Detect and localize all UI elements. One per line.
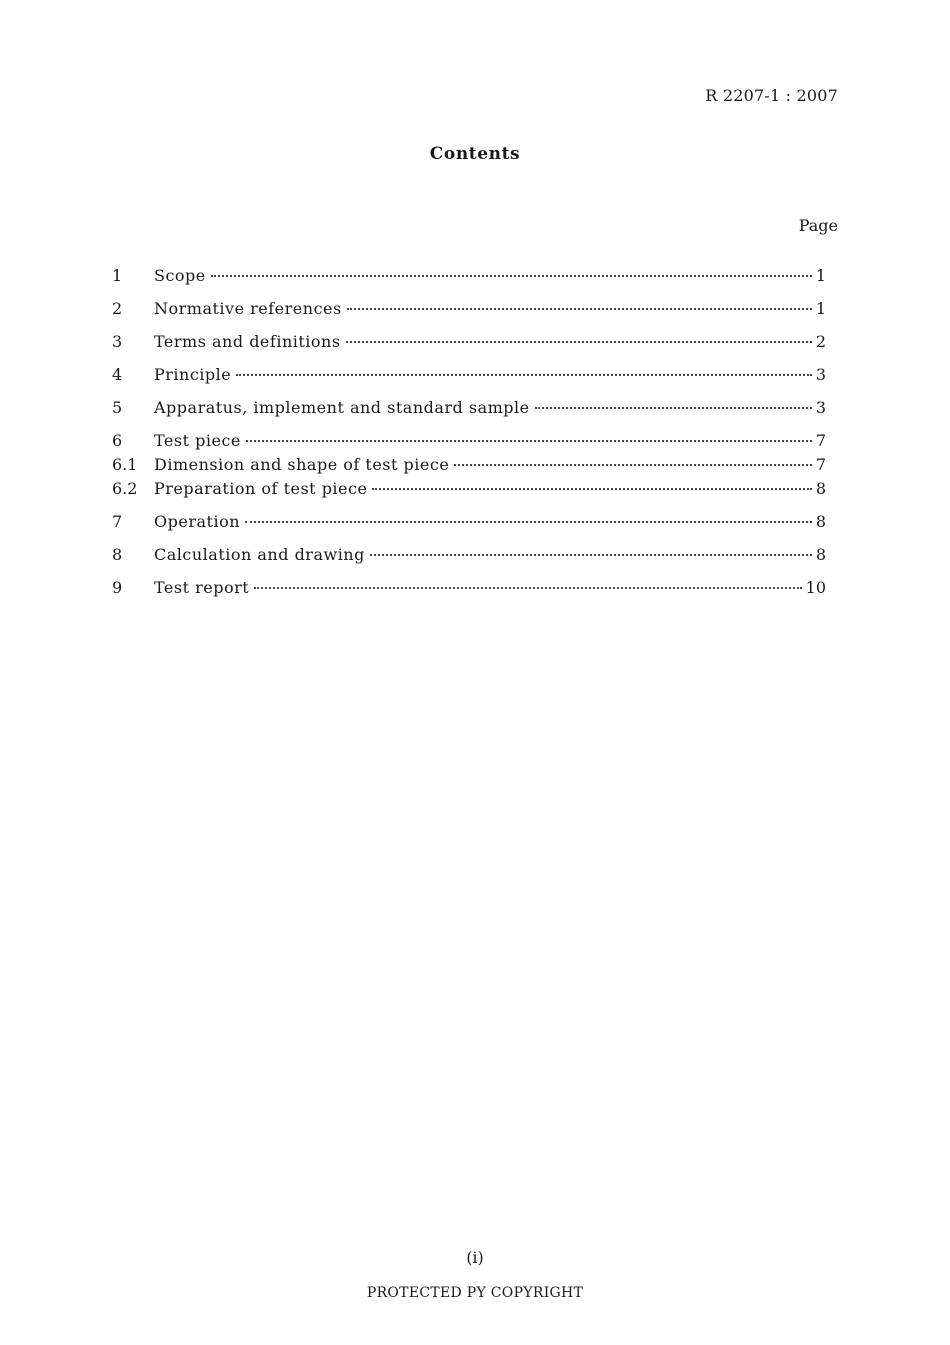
toc-entry-title: Principle <box>154 365 232 384</box>
page-column-heading: Page <box>798 216 838 235</box>
toc-entry-title: Calculation and drawing <box>154 545 365 564</box>
toc-entry-page: 3 <box>815 398 826 417</box>
dot-leader <box>245 521 812 523</box>
toc-entry[interactable] <box>112 266 826 288</box>
toc-entry-number: 5 <box>112 398 123 417</box>
dot-leader <box>346 341 812 343</box>
toc-entry-title: Test report <box>154 578 250 597</box>
toc-entry-number: 6.1 <box>112 455 138 474</box>
toc-entry[interactable] <box>112 299 826 321</box>
dot-leader <box>535 407 812 409</box>
toc-entry-number: 1 <box>112 266 123 285</box>
toc-entry-page: 8 <box>815 545 826 564</box>
page-number-footer: (i) <box>466 1248 484 1267</box>
dot-leader <box>246 440 812 442</box>
toc-entry-title: Preparation of test piece <box>154 479 368 498</box>
toc-entry[interactable] <box>112 512 826 534</box>
toc-entry-number: 8 <box>112 545 123 564</box>
toc-entry-title: Dimension and shape of test piece <box>154 455 450 474</box>
toc-entry-title: Operation <box>154 512 240 531</box>
toc-entry-page: 8 <box>815 512 826 531</box>
contents-title: Contents <box>429 144 521 164</box>
toc-entry[interactable] <box>112 332 826 354</box>
toc-entry[interactable] <box>112 365 826 387</box>
dot-leader <box>236 374 812 376</box>
toc-entry-title: Scope <box>154 266 206 285</box>
toc-entry-page: 2 <box>815 332 826 351</box>
dot-leader <box>347 308 812 310</box>
toc-entry[interactable] <box>112 431 826 453</box>
toc-entry-number: 6 <box>112 431 123 450</box>
toc-entry[interactable] <box>112 398 826 420</box>
toc-entry-number: 9 <box>112 578 123 597</box>
toc-entry-title: Normative references <box>154 299 342 318</box>
toc-entry-page: 10 <box>805 578 826 597</box>
toc-entry-title: Test piece <box>154 431 241 450</box>
toc-entry-number: 7 <box>112 512 123 531</box>
dot-leader <box>454 464 812 466</box>
toc-entry-page: 8 <box>815 479 826 498</box>
dot-leader <box>211 275 812 277</box>
toc-entry-number: 6.2 <box>112 479 138 498</box>
toc-entry-page: 1 <box>815 266 826 285</box>
copyright-notice: PROTECTED PY COPYRIGHT <box>366 1285 584 1301</box>
document-number: R 2207-1 : 2007 <box>705 86 838 105</box>
toc-entry-page: 3 <box>815 365 826 384</box>
toc-entry-page: 7 <box>815 431 826 450</box>
toc-entry-title: Terms and definitions <box>154 332 341 351</box>
toc-entry-number: 4 <box>112 365 123 384</box>
dot-leader <box>254 587 801 589</box>
toc-entry-page: 7 <box>815 455 826 474</box>
toc-entry-number: 2 <box>112 299 123 318</box>
toc-entry-number: 3 <box>112 332 123 351</box>
dot-leader <box>370 554 812 556</box>
toc-entry[interactable] <box>112 479 826 501</box>
toc-entry[interactable] <box>112 578 826 600</box>
toc-entry[interactable] <box>112 545 826 567</box>
toc-entry-title: Apparatus, implement and standard sample <box>154 398 530 417</box>
toc-entry-page: 1 <box>815 299 826 318</box>
toc-entry[interactable] <box>112 455 826 477</box>
dot-leader <box>372 488 811 490</box>
